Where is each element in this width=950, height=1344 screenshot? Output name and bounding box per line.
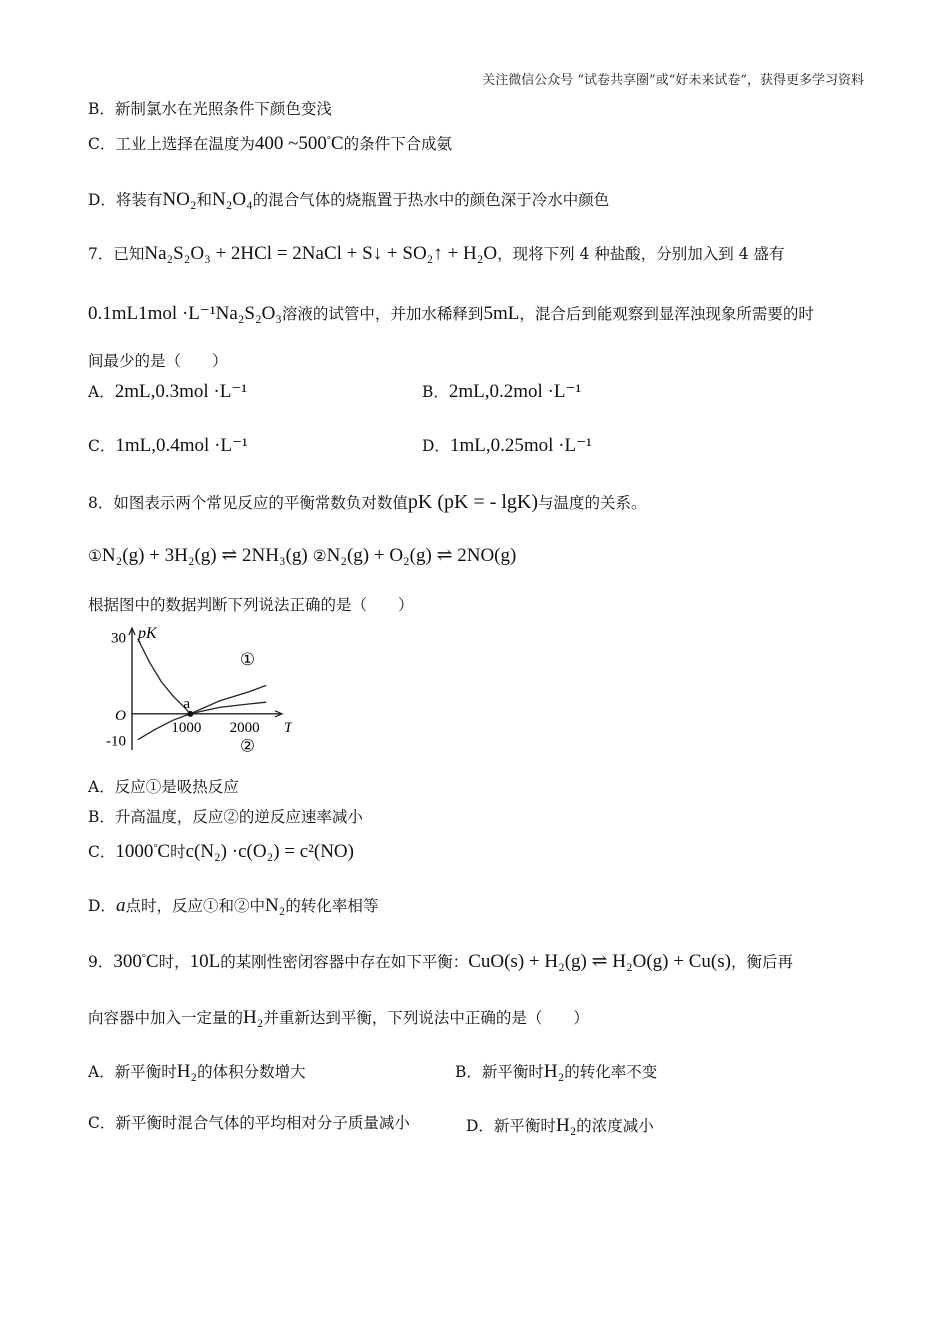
q8-option-b: B．升高温度，反应②的逆反应速率减小 xyxy=(88,808,363,826)
q7-b-label: B． xyxy=(422,383,449,401)
q8-option-c: C．1000°C时c(N₂) ·c(O₂) = c²(NO) xyxy=(88,841,354,862)
q8-c-temp: 1000 xyxy=(115,841,154,862)
q8-r2-label: ② xyxy=(312,547,327,565)
q9-option-a xyxy=(88,1062,306,1081)
q8-c-label: C． xyxy=(88,843,116,861)
q9-option-b xyxy=(455,1062,657,1081)
q9-lead: 9． xyxy=(88,953,114,971)
q9-option-c: C．新平衡时混合气体的平均相对分子质量减小 xyxy=(88,1114,410,1132)
q8-reactions xyxy=(88,546,516,565)
q6-c-unit: C xyxy=(330,133,344,154)
q9-stem-line2 xyxy=(88,1008,589,1027)
q8-stem xyxy=(88,492,647,512)
q8-reaction-2: N₂(g) + O₂(g) ⇌ 2NO(g) xyxy=(326,545,517,566)
q7-option-d xyxy=(422,436,592,455)
species-n2o4: N₂O₄ xyxy=(212,189,253,210)
q8-r1-label: ① xyxy=(88,547,102,565)
q6-option-b: B．新制氯水在光照条件下颜色变浅 xyxy=(88,100,332,118)
q9-d-h2: H₂ xyxy=(555,1115,577,1136)
q7-option-b xyxy=(422,382,581,401)
q7-volume: 5mL xyxy=(483,303,520,324)
q8-d-label: D． xyxy=(88,897,116,915)
q8-stem-b: 与温度的关系。 xyxy=(538,494,647,512)
q7-stem-line3: 间最少的是（ ） xyxy=(88,352,228,370)
pk-temperature-chart xyxy=(92,618,292,758)
q7-reagent: 0.1mL1mol ·L⁻¹Na₂S₂O₃ xyxy=(88,303,282,324)
q7-b-value: 2mL,0.2mol ·L⁻¹ xyxy=(448,381,582,402)
q7-line2-a: 溶液的试管中，并加水稀释到 xyxy=(281,305,484,323)
q9-unit: C xyxy=(145,951,159,972)
q7-d-label: D． xyxy=(422,437,450,455)
q8-stem-math: pK (pK = - lgK) xyxy=(407,491,539,513)
q9-a-h2: H₂ xyxy=(176,1061,198,1082)
q7-stem-line2 xyxy=(88,304,814,323)
q6-d-post: 的混合气体的烧瓶置于热水中的颜色深于冷水中颜色 xyxy=(252,191,610,209)
q8-c-unit: C xyxy=(157,841,171,862)
q9-mid2: 的某刚性密闭容器中存在如下平衡： xyxy=(220,953,469,971)
q8-question: 根据图中的数据判断下列说法正确的是（ ） xyxy=(88,596,414,614)
q6-d-pre: D．将装有 xyxy=(88,191,163,209)
q8-option-d xyxy=(88,896,378,915)
q9-line2-b: 并重新达到平衡，下列说法中正确的是（ ） xyxy=(263,1009,589,1027)
q6-d-and: 和 xyxy=(196,191,213,209)
q6-c-temp: 400 ~500 xyxy=(254,133,327,154)
x-tick-label: 2000 xyxy=(229,719,260,736)
q7-option-a xyxy=(88,382,247,401)
series-label-2: ② xyxy=(239,736,256,756)
q9-option-d xyxy=(466,1116,654,1135)
q8-stem-a: 8．如图表示两个常见反应的平衡常数负对数值 xyxy=(88,494,408,512)
series-label-1: ① xyxy=(239,649,256,669)
q7-stem-line1 xyxy=(88,244,785,263)
q9-a-pre: A．新平衡时 xyxy=(88,1063,177,1081)
y-tick-label: O xyxy=(115,707,126,724)
q9-volume: 10L xyxy=(189,951,221,972)
q8-d-post: 的转化率相等 xyxy=(285,897,379,915)
y-axis-label: pK xyxy=(138,625,157,642)
series-line xyxy=(190,685,266,713)
q7-d-value: 1mL,0.25mol ·L⁻¹ xyxy=(449,435,592,456)
point-a-label: a xyxy=(183,695,191,712)
q9-line2-a: 向容器中加入一定量的 xyxy=(88,1009,244,1027)
q6-option-c: C．工业上选择在温度为400 ~500°C的条件下合成氨 xyxy=(88,133,453,154)
species-n2: N₂ xyxy=(264,895,286,916)
x-tick-label: 1000 xyxy=(171,719,202,736)
q9-d-post: 的浓度减小 xyxy=(576,1117,654,1135)
q9-after-eq: ，衡后再 xyxy=(730,953,793,971)
q8-option-a: A．反应①是吸热反应 xyxy=(88,778,239,796)
q9-equation: CuO(s) + H₂(g) ⇌ H₂O(g) + Cu(s) xyxy=(468,951,731,972)
q7-c-label: C． xyxy=(88,437,116,455)
q9-b-post: 的转化率不变 xyxy=(564,1063,658,1081)
q7-option-c xyxy=(88,436,248,455)
q8-c-mid: 时 xyxy=(170,843,186,861)
q9-temp: 300 xyxy=(113,951,142,972)
q7-a-value: 2mL,0.3mol ·L⁻¹ xyxy=(114,381,248,402)
q6-c-post: 的条件下合成氨 xyxy=(343,135,453,153)
q9-d-pre: D．新平衡时 xyxy=(466,1117,556,1135)
q7-lead: 7．已知 xyxy=(88,245,145,263)
q8-reaction-1: N₂(g) + 3H₂(g) ⇌ 2NH₃(g) xyxy=(101,545,308,566)
species-h2: H₂ xyxy=(243,1007,264,1028)
q9-stem-line1: 9．300°C时，10L的某刚性密闭容器中存在如下平衡：CuO(s) + H₂(g) ⇌ H₂O(g) + Cu(s)，衡后再 xyxy=(88,951,793,972)
q8-c-math: c(N₂) ·c(O₂) = c²(NO) xyxy=(185,841,354,862)
q6-c-pre: C．工业上选择在温度为 xyxy=(88,135,255,153)
q7-equation: Na₂S₂O₃ + 2HCl = 2NaCl + S↓ + SO₂↑ + H₂O xyxy=(144,243,498,264)
q7-a-label: A． xyxy=(88,383,115,401)
species-no2: NO₂ xyxy=(162,189,197,210)
y-tick-label: -10 xyxy=(106,733,126,750)
q9-b-pre: B．新平衡时 xyxy=(455,1063,544,1081)
q9-b-h2: H₂ xyxy=(543,1061,565,1082)
q7-after-eq: ，现将下列 4 种盐酸，分别加入到 4 盛有 xyxy=(497,245,785,263)
q7-c-value: 1mL,0.4mol ·L⁻¹ xyxy=(115,435,248,456)
x-axis-label: T xyxy=(284,719,292,736)
q8-d-mid: 点时，反应①和②中 xyxy=(125,897,265,915)
q6-option-d xyxy=(88,190,609,209)
q9-mid1: 时， xyxy=(158,953,190,971)
y-tick-label: 30 xyxy=(111,630,126,647)
q8-d-a: a xyxy=(115,895,126,916)
header-note: 关注微信公众号 “试卷共享圈”或“好未来试卷”，获得更多学习资料 xyxy=(482,73,864,88)
q7-line2-b: ，混合后到能观察到显浑浊现象所需要的时 xyxy=(519,305,814,323)
q9-a-post: 的体积分数增大 xyxy=(197,1063,306,1081)
